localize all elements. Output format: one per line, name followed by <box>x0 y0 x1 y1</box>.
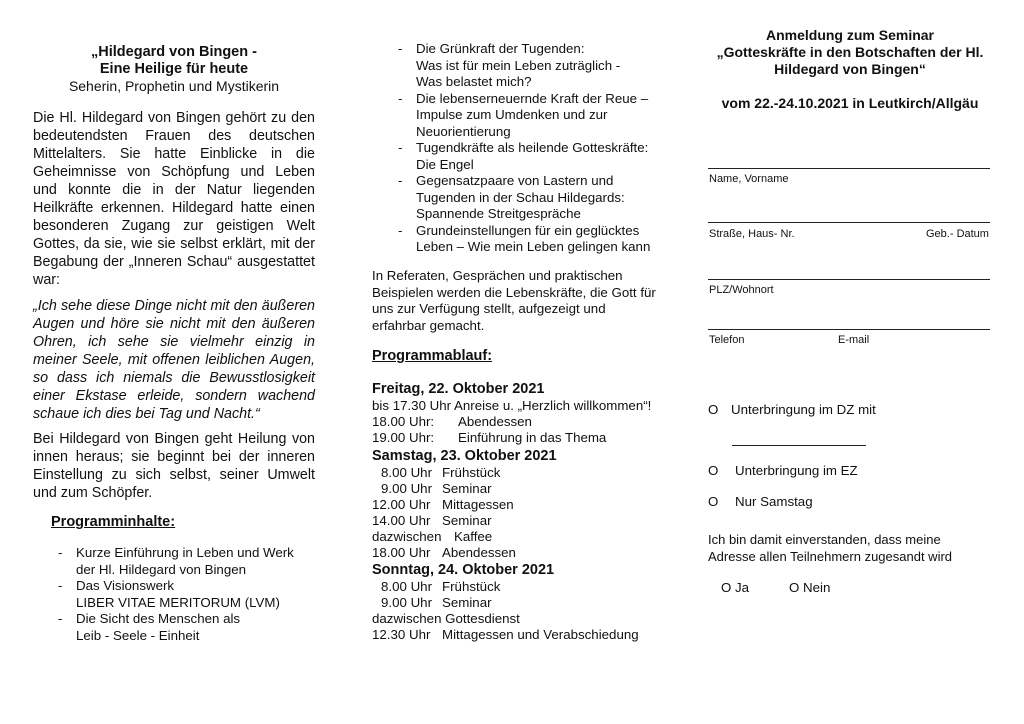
schedule-event: Abendessen <box>442 545 516 560</box>
list-item: - Tugendkräfte als heilende Gotteskräfte: Die Engel <box>394 140 684 173</box>
friday-title: Freitag, 22. Oktober 2021 <box>372 381 545 397</box>
consent-yes-option[interactable]: O Ja <box>721 580 750 595</box>
seminar-date: vom 22.-24.10.2021 in Leutkirch/Allgäu <box>721 95 979 111</box>
flyer-subtitle: Seherin, Prophetin und Mystikerin <box>68 78 280 94</box>
schedule-event: Mittagessen <box>442 497 514 512</box>
schedule-event: Frühstück <box>442 579 501 594</box>
intro-paragraph: Die Hl. Hildegard von Bingen gehört zu den bedeutendsten Frauen des deutschen Mittelalters. Sie hatte Einblicke in die Geheimnisse von Schöpfung und Leben und konnte die in der Natur liegenden Heilkräfte erkennen. Hildegard hatte einen besonderen Zugang zur geistigen Welt Gottes, da sie, wie sie selbst erklärt, mit der Begabung der „Inneren Schau“ ausgestattet war: <box>33 110 315 288</box>
title-line-1: „Hildegard von Bingen - <box>91 44 257 60</box>
schedule-event: Seminar <box>442 595 492 610</box>
schedule-time: 9.00 Uhr <box>381 595 432 610</box>
title-line-2: Eine Heilige für heute <box>99 61 249 77</box>
radio-circle-icon[interactable]: O <box>708 402 719 417</box>
list-item: - Die Grünkraft der Tugenden: Was ist für mein Leben zuträglich - Was belastet mich? <box>394 41 684 91</box>
registration-title-line-2: „Gotteskräfte in den Botschaften der Hl. <box>716 44 984 60</box>
consent-no-option[interactable]: O Nein <box>789 580 831 595</box>
list-item: - Grundeinstellungen für ein geglücktes Leben – Wie mein Leben gelingen kann <box>394 223 684 256</box>
consent-line-1: Ich bin damit einverstanden, dass meine <box>708 532 941 547</box>
phone-field-label: Telefon <box>709 334 745 346</box>
schedule-row <box>381 579 501 596</box>
name-field-label: Name, Vorname <box>709 173 789 185</box>
schedule-row <box>372 627 639 644</box>
schedule-time: dazwischen Gottesdienst <box>372 611 520 626</box>
schedule-row <box>372 398 651 415</box>
schedule-row <box>381 465 501 482</box>
double-room-option[interactable] <box>708 402 876 417</box>
saturday-only-option[interactable] <box>708 494 813 509</box>
schedule-time: 19.00 Uhr: <box>372 430 435 445</box>
list-item: - Das Visionswerk LIBER VITAE MERITORUM (LVM) <box>54 578 324 611</box>
schedule-event: Seminar <box>442 513 492 528</box>
program-schedule-heading: Programmablauf: <box>372 348 493 364</box>
street-field[interactable] <box>708 222 990 223</box>
radio-circle-icon[interactable]: O <box>708 494 719 509</box>
email-field-label: E-mail <box>838 334 870 346</box>
saturday-only-label: Nur Samstag <box>735 494 813 509</box>
radio-circle-icon[interactable]: O <box>708 463 719 478</box>
schedule-row <box>372 529 493 546</box>
schedule-row <box>372 430 607 447</box>
schedule-time: 9.00 Uhr <box>381 481 432 496</box>
program-topics-list <box>394 41 684 256</box>
list-item: - Die lebenserneuernde Kraft der Reue – Impulse zum Umdenken und zur Neuorientierung <box>394 91 684 141</box>
schedule-time: 18.00 Uhr: <box>372 414 435 429</box>
schedule-event: Frühstück <box>442 465 501 480</box>
schedule-time: 8.00 Uhr <box>381 579 432 594</box>
plz-field-label: PLZ/Wohnort <box>709 284 774 296</box>
registration-title <box>708 27 992 78</box>
schedule-event: Mittagessen und Verabschiedung <box>442 627 639 642</box>
phone-field[interactable] <box>708 329 990 330</box>
plz-field[interactable] <box>708 279 990 280</box>
double-room-partner-field[interactable] <box>732 445 866 446</box>
consent-text <box>708 532 992 565</box>
list-item: - Die Sicht des Menschen als Leib - Seele - Einheit <box>54 611 324 644</box>
schedule-row <box>372 513 492 530</box>
schedule-event: Kaffee <box>454 529 493 544</box>
sunday-title: Sonntag, 24. Oktober 2021 <box>372 562 555 578</box>
healing-paragraph: Bei Hildegard von Bingen geht Heilung von innen heraus; sie beginnt bei der inneren Einstellung zu sich selbst, seiner Umwelt und zum Schöpfer. <box>33 431 315 501</box>
registration-title-line-1: Anmeldung zum Seminar <box>765 27 935 43</box>
program-contents-list <box>54 545 324 644</box>
schedule-event: Abendessen <box>458 414 532 429</box>
schedule-event: Einführung in das Thema <box>458 430 607 445</box>
double-room-label: Unterbringung im DZ mit <box>731 402 876 417</box>
schedule-row <box>372 497 514 514</box>
schedule-row <box>381 595 492 612</box>
schedule-time: 14.00 Uhr <box>372 513 431 528</box>
schedule-time: dazwischen <box>372 529 442 544</box>
schedule-row <box>372 414 532 431</box>
street-field-label: Straße, Haus- Nr. <box>709 228 795 240</box>
registration-title-line-3: Hildegard von Bingen“ <box>774 61 926 77</box>
schedule-event: Seminar <box>442 481 492 496</box>
schedule-time: bis 17.30 Uhr Anreise u. „Herzlich willkommen“! <box>372 398 652 413</box>
schedule-row <box>372 611 520 628</box>
schedule-time: 12.00 Uhr <box>372 497 431 512</box>
list-item: - Kurze Einführung in Leben und Werk der Hl. Hildegard von Bingen <box>54 545 324 578</box>
schedule-time: 8.00 Uhr <box>381 465 432 480</box>
saturday-title: Samstag, 23. Oktober 2021 <box>372 448 557 464</box>
birthdate-field-label: Geb.- Datum <box>926 228 989 240</box>
schedule-row <box>372 545 516 562</box>
referate-paragraph: In Referaten, Gesprächen und praktischen Beispielen werden die Lebenskräfte, die Gott für uns zur Verfügung stellt, aufgezeigt und erfahrbar gemacht. <box>372 268 656 333</box>
list-item: - Gegensatzpaare von Lastern und Tugenden in der Schau Hildegards: Spannende Streitgespräche <box>394 173 684 223</box>
consent-line-2: Adresse allen Teilnehmern zugesandt wird <box>708 548 953 564</box>
schedule-time: 12.30 Uhr <box>372 627 431 642</box>
name-field[interactable] <box>708 168 990 169</box>
single-room-option[interactable] <box>708 463 858 478</box>
schedule-row <box>381 481 492 498</box>
program-contents-heading: Programminhalte: <box>51 514 176 530</box>
single-room-label: Unterbringung im EZ <box>735 463 858 478</box>
flyer-title <box>33 44 315 78</box>
hildegard-quote: „Ich sehe diese Dinge nicht mit den äußeren Augen und höre sie nicht mit den äußeren Ohren, ich sehe sie vielmehr einzig in meiner Seele, mit offenen leiblichen Augen, so dass ich niemals die Bewusstlosigkeit einer Ekstase erleide, sondern wachend schaue ich dies bei Tag und Nacht.“ <box>33 298 315 422</box>
schedule-time: 18.00 Uhr <box>372 545 431 560</box>
